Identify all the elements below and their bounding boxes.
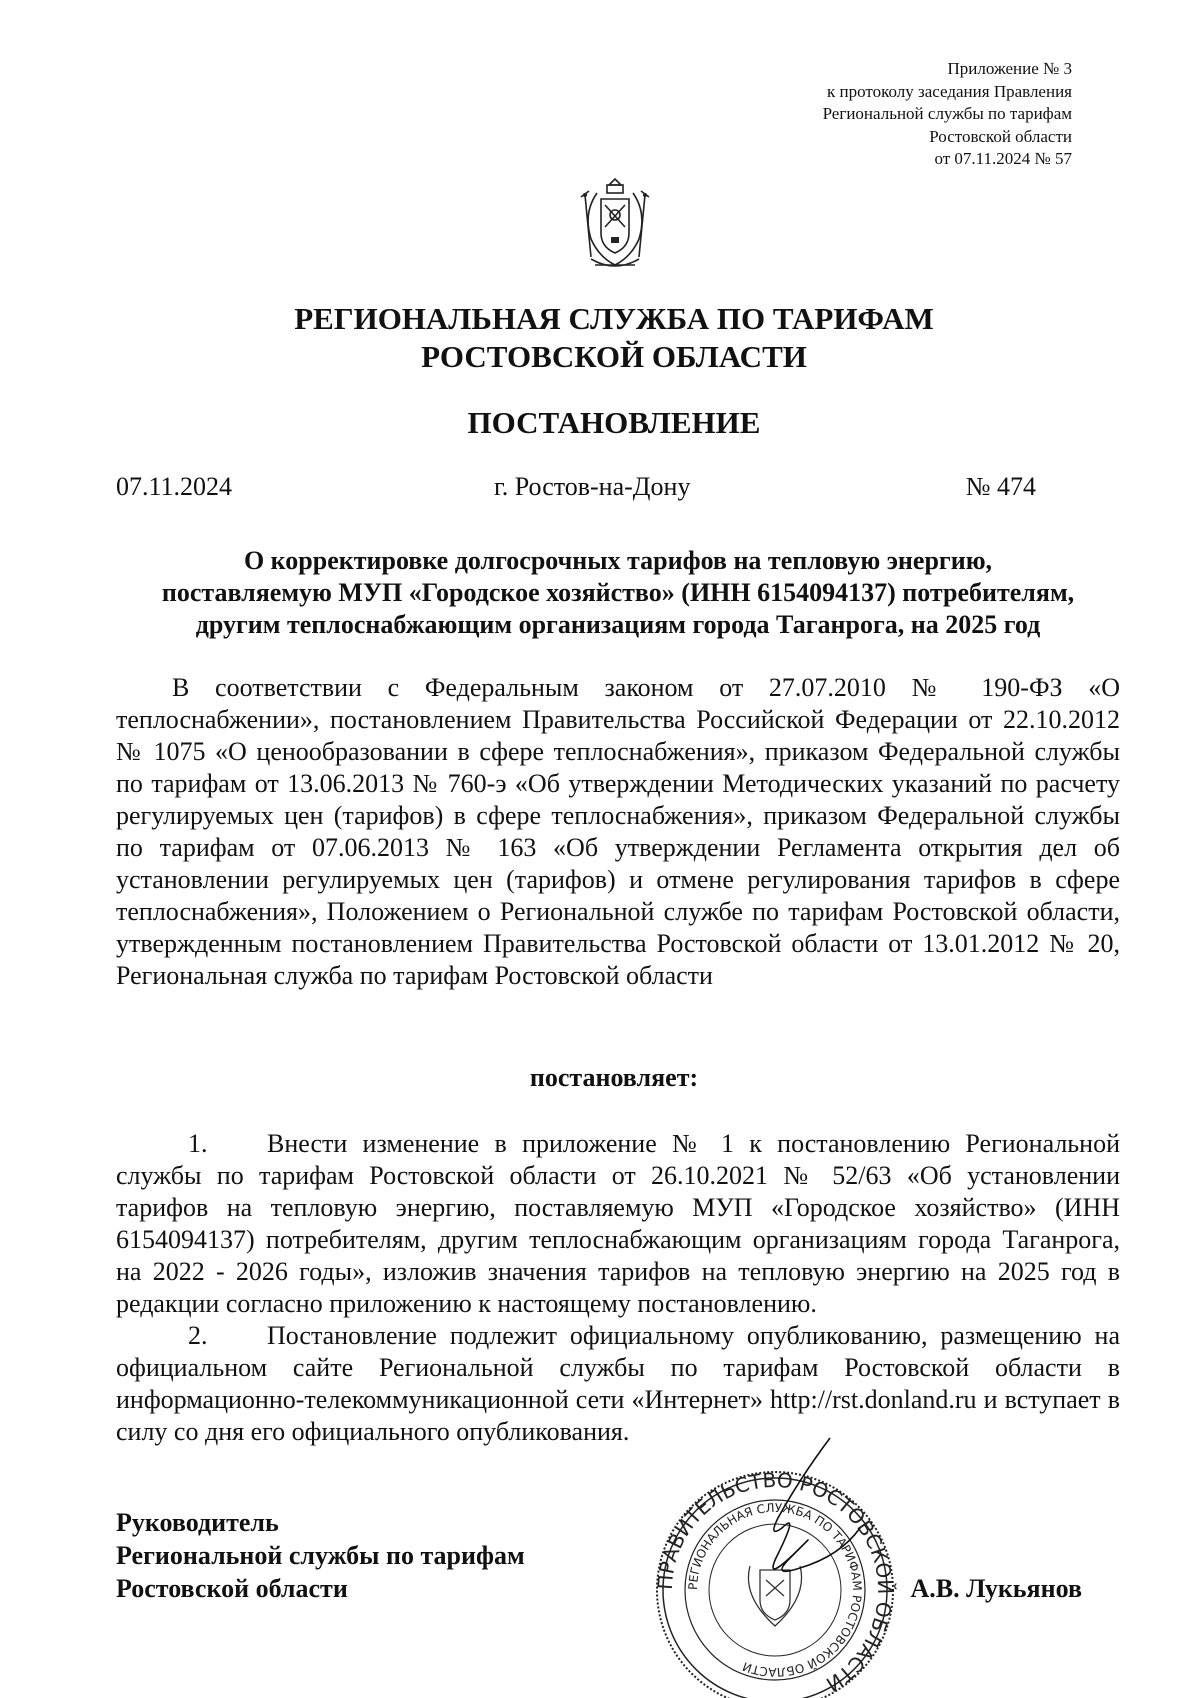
seal-emblem-icon bbox=[748, 1566, 801, 1626]
organization-name bbox=[0, 300, 1200, 376]
annex-line: Приложение № 3 bbox=[947, 59, 1072, 78]
subject-line: О корректировке долгосрочных тарифов на тепловую энергию, bbox=[243, 546, 993, 575]
preamble-paragraph: В соответствии с Федеральным законом от 27.07.2010 № 190-ФЗ «О теплоснабжении», постановлением Правительства Российской Федерации от 22.10.2012 № 1075 «О ценообразовании в сфере теплоснабжения», приказом Федеральной службы по тарифам от 13.06.2013 № 760-э «Об утверждении Методических указаний по расчету регулируемых цен (тарифов) в сфере теплоснабжения», приказом Федеральной службы по тарифам от 07.06.2013 № 163 «Об утверждении Регламента открытия дел об установлении регулируемых цен (тарифов) и отмене регулирования тарифов в сфере теплоснабжения», Положением о Региональной службе по тарифам Ростовской области, утвержденным постановлением Правительства Ростовской области от 13.01.2012 № 20, Региональная служба по тарифам Ростовской области bbox=[116, 673, 1120, 990]
document-place: г. Ростов-на-Дону bbox=[494, 472, 691, 501]
annex-line: от 07.11.2024 № 57 bbox=[934, 149, 1072, 168]
signatory-title-line: Ростовской области bbox=[116, 1574, 348, 1603]
organization-line: РЕГИОНАЛЬНАЯ СЛУЖБА ПО ТАРИФАМ bbox=[294, 301, 934, 336]
document-number: № 474 bbox=[965, 472, 1036, 501]
signatory-title-line: Руководитель bbox=[116, 1508, 279, 1537]
decree-word: постановляет: bbox=[529, 1063, 699, 1092]
subject-line: другим теплоснабжающим организациям города Таганрога, на 2025 год bbox=[195, 610, 1041, 639]
item-text: Внести изменение в приложение № 1 к постановлению Региональной службы по тарифам Ростовской области от 26.10.2021 № 52/63 «Об установлении тарифов на тепловую энергию, поставляемую МУП «Городское хозяйство» (ИНН 6154094137) потребителям, другим теплоснабжающим организациям города Таганрога, на 2022 - 2026 годы», изложив значения тарифов на тепловую энергию на 2025 год в редакции согласно приложению к настоящему постановлению. bbox=[116, 1129, 1120, 1318]
signatory-name: А.В. Лукьянов bbox=[910, 1574, 1082, 1603]
organization-line: РОСТОВСКОЙ ОБЛАСТИ bbox=[421, 339, 807, 374]
coat-of-arms-icon bbox=[571, 175, 659, 275]
subject-line: поставляемую МУП «Городское хозяйство» (ИНН 6154094137) потребителям, bbox=[161, 578, 1075, 607]
signatory-title-line: Региональной службы по тарифам bbox=[116, 1541, 525, 1570]
document-type: ПОСТАНОВЛЕНИЕ bbox=[467, 405, 761, 440]
seal-inner-text: РЕГИОНАЛЬНАЯ СЛУЖБА ПО ТАРИФАМ РОСТОВСКОЙ ОБЛАСТИ bbox=[685, 1500, 865, 1680]
seal-outer-text: ПРАВИТЕЛЬСТВО РОСТОВСКОЙ ОБЛАСТИ bbox=[652, 1467, 898, 1697]
document-date: 07.11.2024 bbox=[116, 472, 233, 501]
annex-note bbox=[823, 58, 1072, 171]
document-subject bbox=[116, 545, 1120, 641]
item-number: 2. bbox=[188, 1321, 208, 1350]
annex-line: Региональной службы по тарифам bbox=[822, 104, 1072, 123]
decree-item bbox=[116, 1128, 1120, 1320]
decree-item bbox=[116, 1320, 1120, 1448]
annex-line: к протоколу заседания Правления bbox=[827, 81, 1072, 101]
signatory-title bbox=[116, 1506, 525, 1605]
official-seal bbox=[650, 1430, 900, 1698]
annex-line: Ростовской области bbox=[929, 126, 1072, 146]
item-text: Постановление подлежит официальному опубликованию, размещению на официальном сайте Региональной службы по тарифам Ростовской области в информационно-телекоммуникационной сети «Интернет» http://rst.donland.ru и вступает в силу со дня его официального опубликования. bbox=[116, 1321, 1120, 1446]
item-number: 1. bbox=[188, 1129, 208, 1158]
